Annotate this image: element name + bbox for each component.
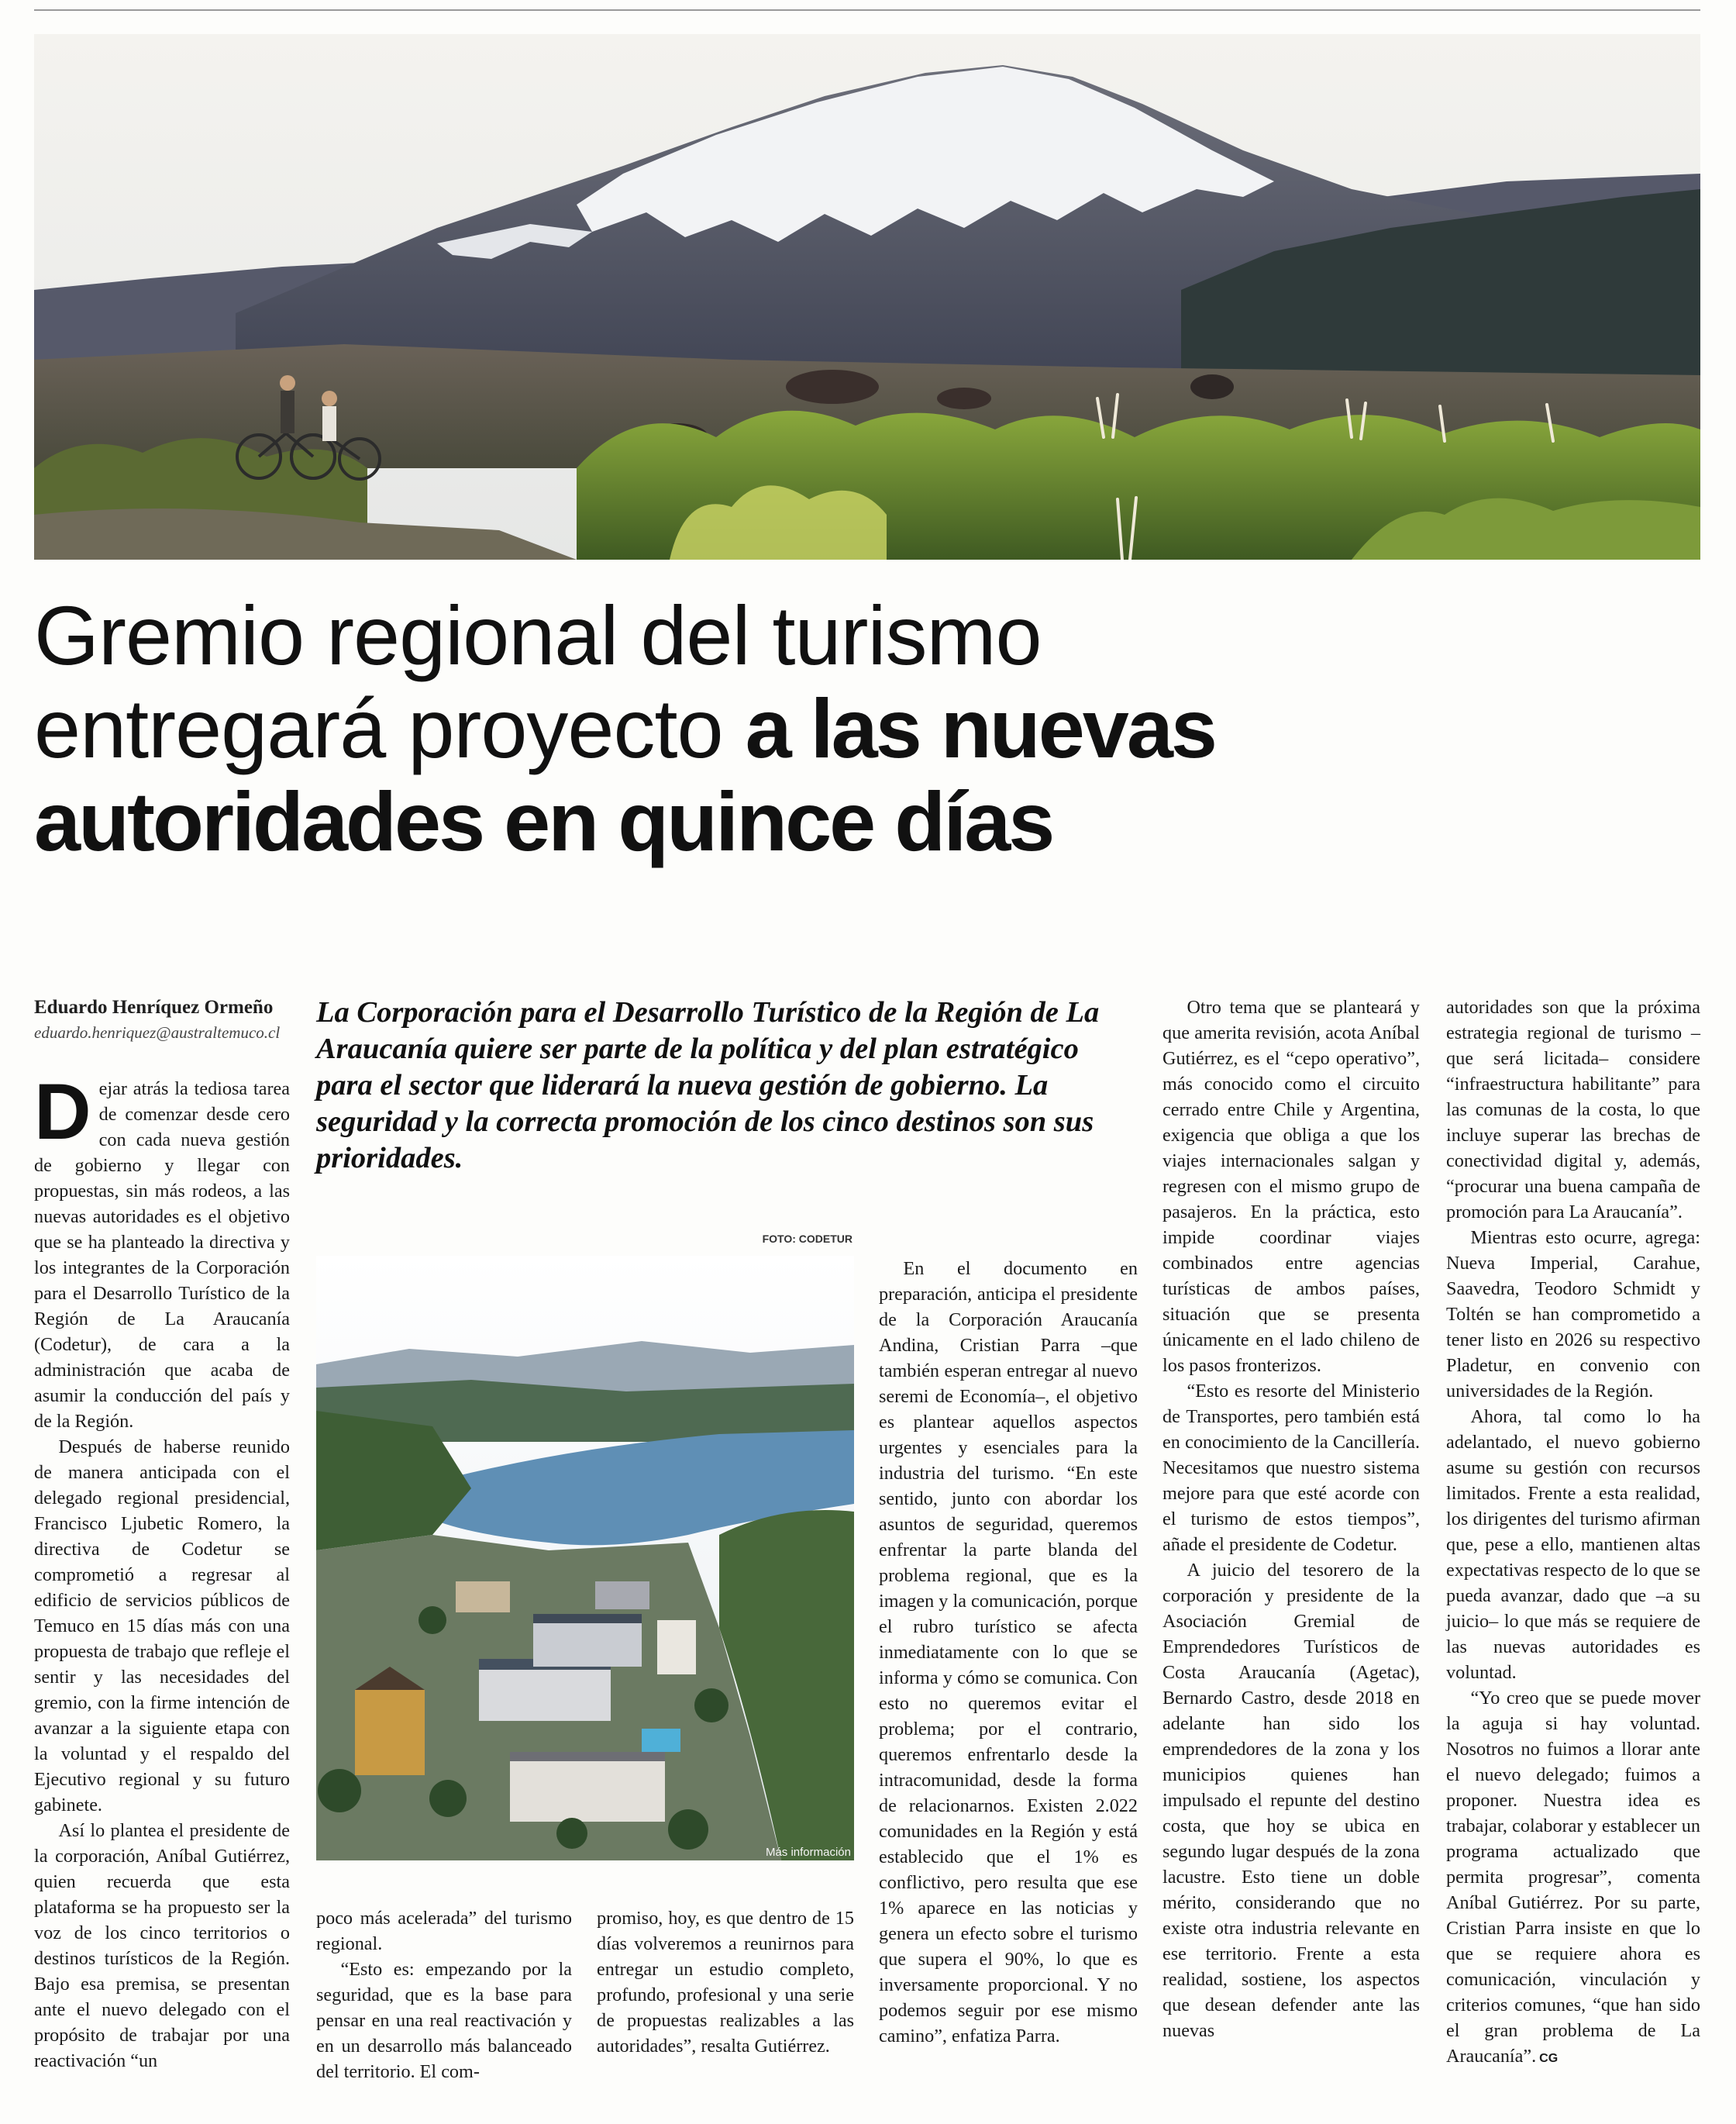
- article-paragraph: En el documento en preparación, anticipa el presidente de la Corporación Araucanía Andina, Cristian Parra –que también esperan entregar al nuevo seremi de Economía–, el objetivo es plantear aquellos aspectos urgentes y esenciales para la industria del turismo. “En este sentido, junto con abordar los asuntos de seguridad, queremos enfrentar la parte blanda del problema regional, que es la imagen y la comunicación, porque el rubro turístico se afecta inmediatamente con lo que se informa y cómo se comunica. Con esto no queremos evitar el problema; por el contrario, queremos enfrentarlo desde la intracomunidad, desde la forma de relacionarnos. Existen 2.022 comunidades en la Región y está establecido que el 1% es conflictivo, pero resulta que ese 1% aparece en las noticias y genera un efecto sobre el turismo que supera el 90%, lo que es inversamente proporcional. Y no podemos seguir por ese mismo camino”, enfatiza Parra.: [879, 1258, 1138, 2046]
- article-paragraph: Mientras esto ocurre, agrega: Nueva Imperial, Carahue, Saavedra, Teodoro Schmidt y Toltén se han comprometido a tener listo en 2026 su respectivo Pladetur, en convenio con universidades de la Región.: [1446, 1227, 1700, 1402]
- paragraph-text: ejar atrás la tediosa tarea de comenzar desde cero con cada nueva gestión de gobierno y llegar con propuestas, sin más rodeos, a las nuevas autoridades es el objetivo que se ha planteado la directiva y los integrantes de la Corporación para el Desarrollo Turístico de la Región de La Araucanía (Codetur), de cara a la administración que acaba de asumir la conducción del país y de la Región.: [34, 1078, 290, 1432]
- volcano-landscape-illustration: [34, 34, 1700, 560]
- article-column-2a: [316, 1905, 572, 2084]
- article-column-3: [879, 1256, 1138, 2049]
- paragraph-text: “Yo creo que se puede mover la aguja si hay voluntad. Nosotros no fuimos a llorar ante el nuevo delegado; fuimos a proponer. Nuestra idea es trabajar, colaborar y establecer un programa actualizado que permita progresar”, comenta Aníbal Gutiérrez. Por su parte, Cristian Parra insiste en que lo que se requiere ahora es comunicación, vinculación y criterios comunes, “que han sido el gran problema de La Araucanía”.: [1446, 1688, 1700, 2067]
- byline: [34, 995, 290, 1044]
- author-email: eduardo.henriquez@australtemuco.cl: [34, 1023, 281, 1042]
- author-name: Eduardo Henríquez Ormeño: [34, 997, 274, 1018]
- article-paragraph: “Esto es: empezando por la seguridad, que es la base para pensar en una real reactivación y en un desarrollo más balanceado del territorio. El com-: [316, 1959, 572, 2082]
- article-column-4: [1162, 995, 1420, 2043]
- headline: [34, 589, 1700, 868]
- end-mark: CG: [1539, 2052, 1559, 2065]
- headline-line-2-bold: a las nuevas: [745, 681, 1215, 775]
- photo-watermark: Más información: [765, 1846, 851, 1859]
- town-lake-illustration: [316, 1256, 854, 1860]
- article-paragraph: Otro tema que se planteará y que amerita revisión, acota Aníbal Gutiérrez, es el “cepo operativo”, más conocido como el circuito cerrado entre Chile y Argentina, exigencia que obliga a que los viajes internacionales salgan y regresen con el mismo grupo de pasajeros. En la práctica, esto impide coordinar viajes combinados entre agencias turísticas de ambos países, situación que se presenta únicamente en el lado chileno de los pasos fronterizos.: [1162, 997, 1420, 1376]
- article-paragraph: “Esto es resorte del Ministerio de Transportes, pero también está en conocimiento de la Cancillería. Necesitamos que nuestro sistema mejore para que esté acorde con el turismo de estos tiempos”, añade el presidente de Codetur.: [1162, 1381, 1420, 1555]
- article-column-5: [1446, 995, 1700, 2071]
- town-lake-photo: [316, 1256, 854, 1860]
- article-paragraph: [1446, 1685, 1700, 2071]
- article-paragraph: Así lo plantea el presidente de la corporación, Aníbal Gutiérrez, quien recuerda que esta plataforma se ha propuesto ser la voz de los cinco territorios o destinos turísticos de la Región. Bajo esa premisa, se presentan ante el nuevo delegado con el propósito de trabajar por una reactivación “un: [34, 1820, 290, 2071]
- article-paragraph: [34, 1067, 290, 1434]
- article-paragraph: poco más acelerada” del turismo regional.: [316, 1908, 572, 1954]
- article-column-1: [34, 1067, 290, 2074]
- hero-photo: [34, 34, 1700, 560]
- drop-cap: D: [34, 1067, 91, 1156]
- article-column-2b: [597, 1905, 854, 2059]
- article-paragraph: A juicio del tesorero de la corporación y presidente de la Asociación Gremial de Emprendedores Turísticos de Costa Araucanía (Agetac), Bernardo Castro, desde 2018 en adelante han sido los emprendedores de la zona y los municipios quienes han impulsado el repunte del destino costa, que hoy se ubica en segundo lugar después de la zona lacustre. Esto tiene un doble mérito, considerando que no existe otra industria relevante en ese territorio. Frente a esta realidad, sostiene, los aspectos que desean defender ante las nuevas: [1162, 1560, 1420, 2041]
- headline-line-1: Gremio regional del turismo: [34, 588, 1042, 682]
- headline-line-3: autoridades en quince días: [34, 774, 1053, 868]
- photo-credit: FOTO: CODETUR: [762, 1233, 852, 1245]
- article-paragraph: autoridades son que la próxima estrategia regional de turismo –que será licitada– considere “infraestructura habilitante” para las comunas de la costa, lo que incluye superar las brechas de conectividad digital y, además, “procurar una buena campaña de promoción para La Araucanía”.: [1446, 997, 1700, 1222]
- lead-paragraph: La Corporación para el Desarrollo Turístico de la Región de La Araucanía quiere ser parte de la política y del plan estratégico para el sector que liderará la nueva gestión de gobierno. La seguridad y la correcta promoción de los cinco destinos son sus prioridades.: [316, 996, 1100, 1174]
- article-paragraph: Ahora, tal como lo ha adelantado, el nuevo gobierno asume su gestión con recursos limitados. Frente a esta realidad, los dirigentes del turismo afirman que, pese a ello, mantienen altas expectativas respecto de lo que se pueda avanzar, dado que –a su juicio– lo que más se requiere de las nuevas autoridades es voluntad.: [1446, 1406, 1700, 1683]
- article-paragraph: promiso, hoy, es que dentro de 15 días volveremos a reunirnos para entregar un estudio completo, profundo, profesional y una serie de propuestas realizables a las autoridades”, resalta Gutiérrez.: [597, 1908, 854, 2057]
- article-paragraph: Después de haberse reunido de manera anticipada con el delegado regional presidencial, Francisco Ljubetic Romero, la directiva de Codetur se comprometió a regresar al edificio de servicios públicos de Temuco en 15 días más con una propuesta de trabajo que refleje el sentir y las necesidades del gremio, con la firme intención de avanzar a la siguiente etapa con la voluntad y el respaldo del Ejecutivo regional y su futuro gabinete.: [34, 1436, 290, 1815]
- top-rule: [34, 9, 1700, 11]
- headline-line-2-light: entregará proyecto: [34, 681, 746, 775]
